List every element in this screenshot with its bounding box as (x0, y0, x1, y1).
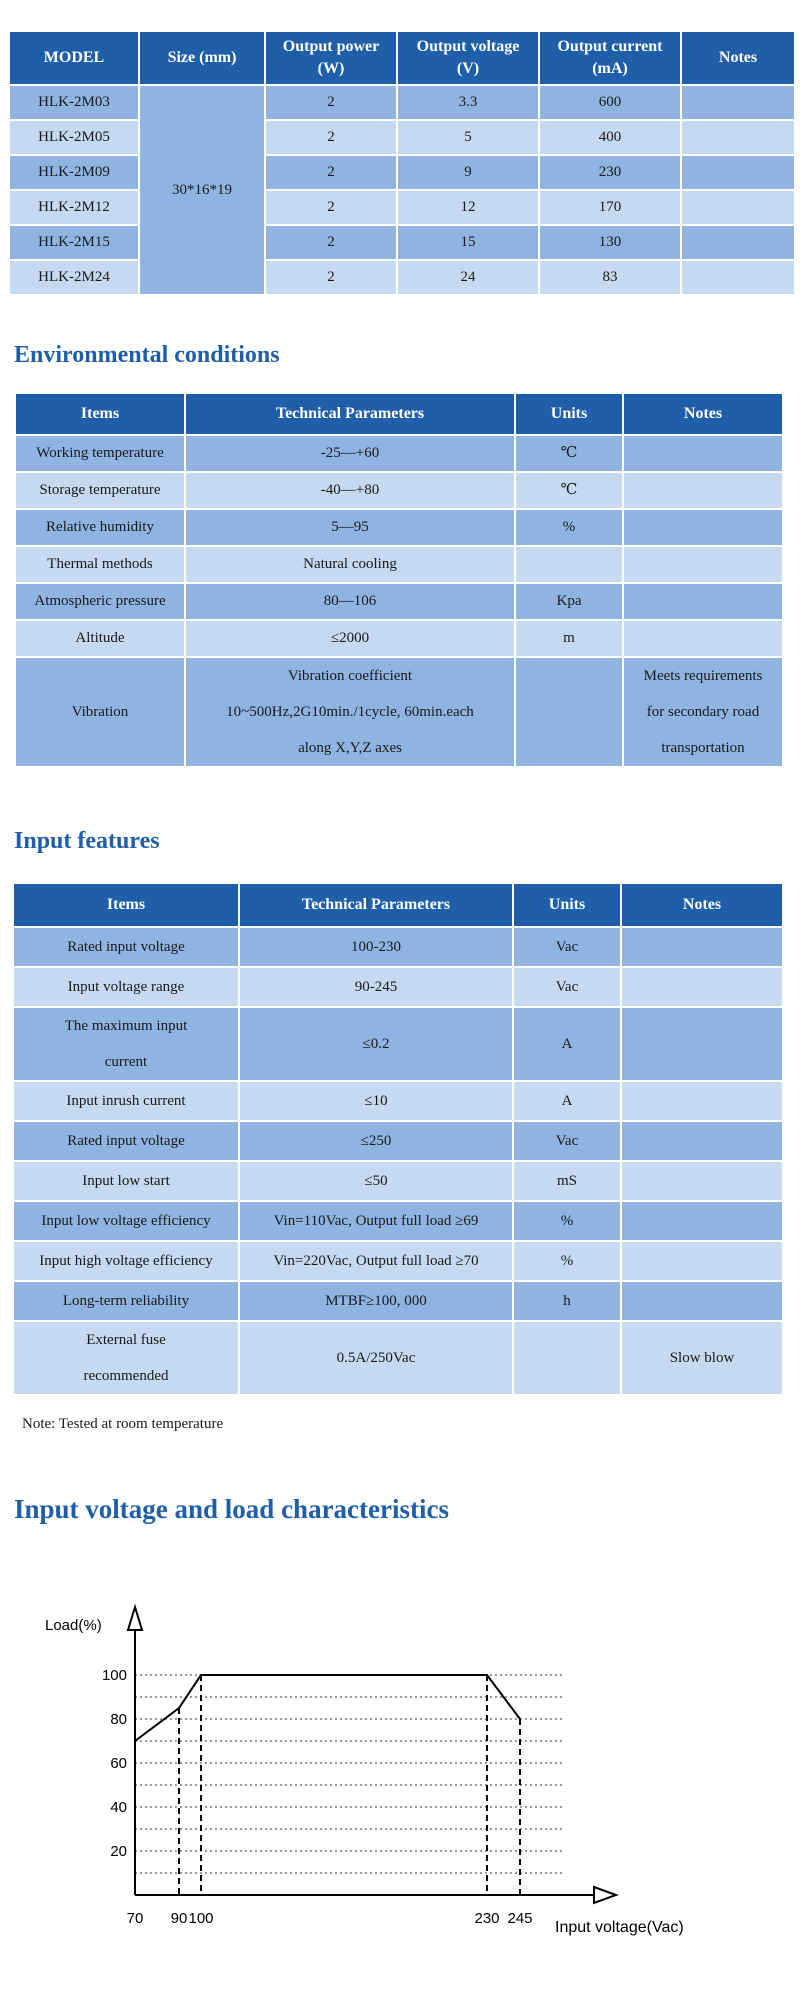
item-cell: Rated input voltage (13, 927, 239, 967)
header-parameters: Technical Parameters (239, 883, 513, 927)
model-cell: HLK-2M15 (9, 225, 139, 260)
data-point (134, 1740, 136, 1742)
load-chart (0, 1600, 800, 1990)
notes-cell (681, 120, 795, 155)
notes-cell (623, 583, 783, 620)
item-cell: Atmospheric pressure (15, 583, 185, 620)
table-row (13, 1281, 783, 1321)
notes-cell (621, 1241, 783, 1281)
power-cell: 2 (265, 190, 397, 225)
header-power: Output power (W) (265, 31, 397, 85)
current-cell: 400 (539, 120, 681, 155)
power-cell: 2 (265, 85, 397, 120)
notes-cell (621, 1281, 783, 1321)
unit-cell: mS (513, 1161, 621, 1201)
param-cell: Vin=220Vac, Output full load ≥70 (239, 1241, 513, 1281)
x-tick-label: 90 (170, 1910, 188, 1927)
unit-cell: Kpa (515, 583, 623, 620)
unit-cell: ℃ (515, 435, 623, 472)
table-row (13, 1161, 783, 1201)
param-cell: Vin=110Vac, Output full load ≥69 (239, 1201, 513, 1241)
power-cell: 2 (265, 225, 397, 260)
param-cell: 5—95 (185, 509, 515, 546)
notes-cell (621, 1161, 783, 1201)
header-parameters: Technical Parameters (185, 393, 515, 435)
table-row (15, 546, 783, 583)
y-tick-label: 20 (110, 1843, 127, 1860)
table-row (15, 620, 783, 657)
header-voltage: Output voltage (V) (397, 31, 539, 85)
environmental-heading: Environmental conditions (14, 342, 280, 368)
table-row (13, 1321, 783, 1395)
model-cell: HLK-2M24 (9, 260, 139, 295)
param-cell: ≤250 (239, 1121, 513, 1161)
notes-cell (623, 472, 783, 509)
chart-series (134, 1674, 521, 1895)
notes-cell (681, 260, 795, 295)
item-cell: Long-term reliability (13, 1281, 239, 1321)
table-row (15, 472, 783, 509)
unit-cell: ℃ (515, 472, 623, 509)
param-cell: MTBF≥100, 000 (239, 1281, 513, 1321)
unit-cell (515, 657, 623, 767)
table-row (13, 1007, 783, 1081)
x-tick-label: 100 (188, 1910, 214, 1927)
header-units: Units (513, 883, 621, 927)
param-cell: 100-230 (239, 927, 513, 967)
table-row (9, 260, 795, 295)
item-cell: Relative humidity (15, 509, 185, 546)
model-cell: HLK-2M03 (9, 85, 139, 120)
current-cell: 600 (539, 85, 681, 120)
param-cell: ≤2000 (185, 620, 515, 657)
unit-cell: Vac (513, 927, 621, 967)
table-row (9, 120, 795, 155)
param-cell: 90-245 (239, 967, 513, 1007)
notes-cell: Meets requirements for secondary road transportation (623, 657, 783, 767)
x-tick-label: 245 (507, 1910, 533, 1927)
param-cell: Vibration coefficient 10~500Hz,2G10min./1cycle, 60min.each along X,Y,Z axes (185, 657, 515, 767)
header-notes: Notes (621, 883, 783, 927)
unit-cell: A (513, 1081, 621, 1121)
header-notes: Notes (681, 31, 795, 85)
load-series-line (135, 1675, 520, 1741)
table-row (9, 190, 795, 225)
table-row (13, 1121, 783, 1161)
model-cell: HLK-2M05 (9, 120, 139, 155)
header-current: Output current (mA) (539, 31, 681, 85)
notes-cell (623, 509, 783, 546)
table-row (15, 435, 783, 472)
y-axis-arrow (128, 1607, 142, 1630)
item-cell: Input voltage range (13, 967, 239, 1007)
voltage-cell: 3.3 (397, 85, 539, 120)
table-row (15, 657, 783, 767)
item-cell: Vibration (15, 657, 185, 767)
item-cell: Input low voltage efficiency (13, 1201, 239, 1241)
notes-cell (623, 435, 783, 472)
models-table (8, 30, 796, 296)
input-heading: Input features (14, 828, 160, 854)
input-header-row (13, 883, 783, 927)
unit-cell: % (513, 1201, 621, 1241)
unit-cell: A (513, 1007, 621, 1081)
voltage-cell: 9 (397, 155, 539, 190)
table-footnote: Note: Tested at room temperature (22, 1416, 224, 1432)
notes-cell (623, 620, 783, 657)
unit-cell: h (513, 1281, 621, 1321)
chart-grid (135, 1675, 564, 1873)
y-tick-label: 40 (110, 1799, 127, 1816)
notes-cell (621, 927, 783, 967)
current-cell: 83 (539, 260, 681, 295)
x-tick-label: 70 (126, 1910, 144, 1927)
voltage-cell: 5 (397, 120, 539, 155)
data-point (178, 1707, 180, 1709)
table-row (15, 583, 783, 620)
header-model: MODEL (9, 31, 139, 85)
param-cell: -25—+60 (185, 435, 515, 472)
param-cell: Natural cooling (185, 546, 515, 583)
notes-cell (681, 190, 795, 225)
item-cell: Thermal methods (15, 546, 185, 583)
data-point (519, 1718, 521, 1720)
header-items: Items (15, 393, 185, 435)
param-cell: 0.5A/250Vac (239, 1321, 513, 1395)
data-point (486, 1674, 488, 1676)
unit-cell (513, 1321, 621, 1395)
x-tick-label: 230 (474, 1910, 500, 1927)
item-cell: Rated input voltage (13, 1121, 239, 1161)
current-cell: 230 (539, 155, 681, 190)
notes-cell (681, 155, 795, 190)
header-units: Units (515, 393, 623, 435)
voltage-cell: 15 (397, 225, 539, 260)
item-cell: Working temperature (15, 435, 185, 472)
unit-cell (515, 546, 623, 583)
current-cell: 130 (539, 225, 681, 260)
environmental-table (14, 392, 784, 768)
notes-cell (681, 85, 795, 120)
power-cell: 2 (265, 155, 397, 190)
notes-cell (621, 1007, 783, 1081)
param-cell: ≤50 (239, 1161, 513, 1201)
notes-cell (621, 967, 783, 1007)
table-row (13, 967, 783, 1007)
model-cell: HLK-2M12 (9, 190, 139, 225)
param-cell: -40—+80 (185, 472, 515, 509)
data-point (200, 1674, 202, 1676)
table-row (13, 1081, 783, 1121)
unit-cell: Vac (513, 1121, 621, 1161)
chart-labels (45, 1617, 684, 1936)
power-cell: 2 (265, 120, 397, 155)
item-cell: Input inrush current (13, 1081, 239, 1121)
unit-cell: Vac (513, 967, 621, 1007)
table-row (13, 1241, 783, 1281)
item-cell: Storage temperature (15, 472, 185, 509)
current-cell: 170 (539, 190, 681, 225)
size-cell: 30*16*19 (139, 85, 265, 295)
y-tick-label: 60 (110, 1755, 127, 1772)
item-cell: Input low start (13, 1161, 239, 1201)
notes-cell (623, 546, 783, 583)
models-header-row (9, 31, 795, 85)
item-cell: Input high voltage efficiency (13, 1241, 239, 1281)
header-notes: Notes (623, 393, 783, 435)
header-size: Size (mm) (139, 31, 265, 85)
table-row (9, 225, 795, 260)
table-row (13, 927, 783, 967)
input-table (12, 882, 784, 1396)
table-row (9, 85, 795, 120)
notes-cell (621, 1201, 783, 1241)
power-cell: 2 (265, 260, 397, 295)
unit-cell: m (515, 620, 623, 657)
item-cell: Altitude (15, 620, 185, 657)
y-tick-label: 80 (110, 1711, 127, 1728)
load-characteristics-heading: Input voltage and load characteristics (14, 1494, 449, 1524)
item-cell: The maximum input current (13, 1007, 239, 1081)
y-tick-label: 100 (101, 1667, 127, 1684)
notes-cell (621, 1121, 783, 1161)
param-cell: ≤10 (239, 1081, 513, 1121)
notes-cell: Slow blow (621, 1321, 783, 1395)
notes-cell (621, 1081, 783, 1121)
unit-cell: % (515, 509, 623, 546)
voltage-cell: 24 (397, 260, 539, 295)
voltage-cell: 12 (397, 190, 539, 225)
y-axis-label: Load(%) (45, 1617, 102, 1634)
table-row (15, 509, 783, 546)
x-axis-label: Input voltage(Vac) (555, 1919, 684, 1936)
item-cell: External fuse recommended (13, 1321, 239, 1395)
table-row (13, 1201, 783, 1241)
environmental-header-row (15, 393, 783, 435)
table-row (9, 155, 795, 190)
notes-cell (681, 225, 795, 260)
x-axis-arrow (594, 1887, 616, 1903)
model-cell: HLK-2M09 (9, 155, 139, 190)
param-cell: ≤0.2 (239, 1007, 513, 1081)
unit-cell: % (513, 1241, 621, 1281)
header-items: Items (13, 883, 239, 927)
param-cell: 80—106 (185, 583, 515, 620)
